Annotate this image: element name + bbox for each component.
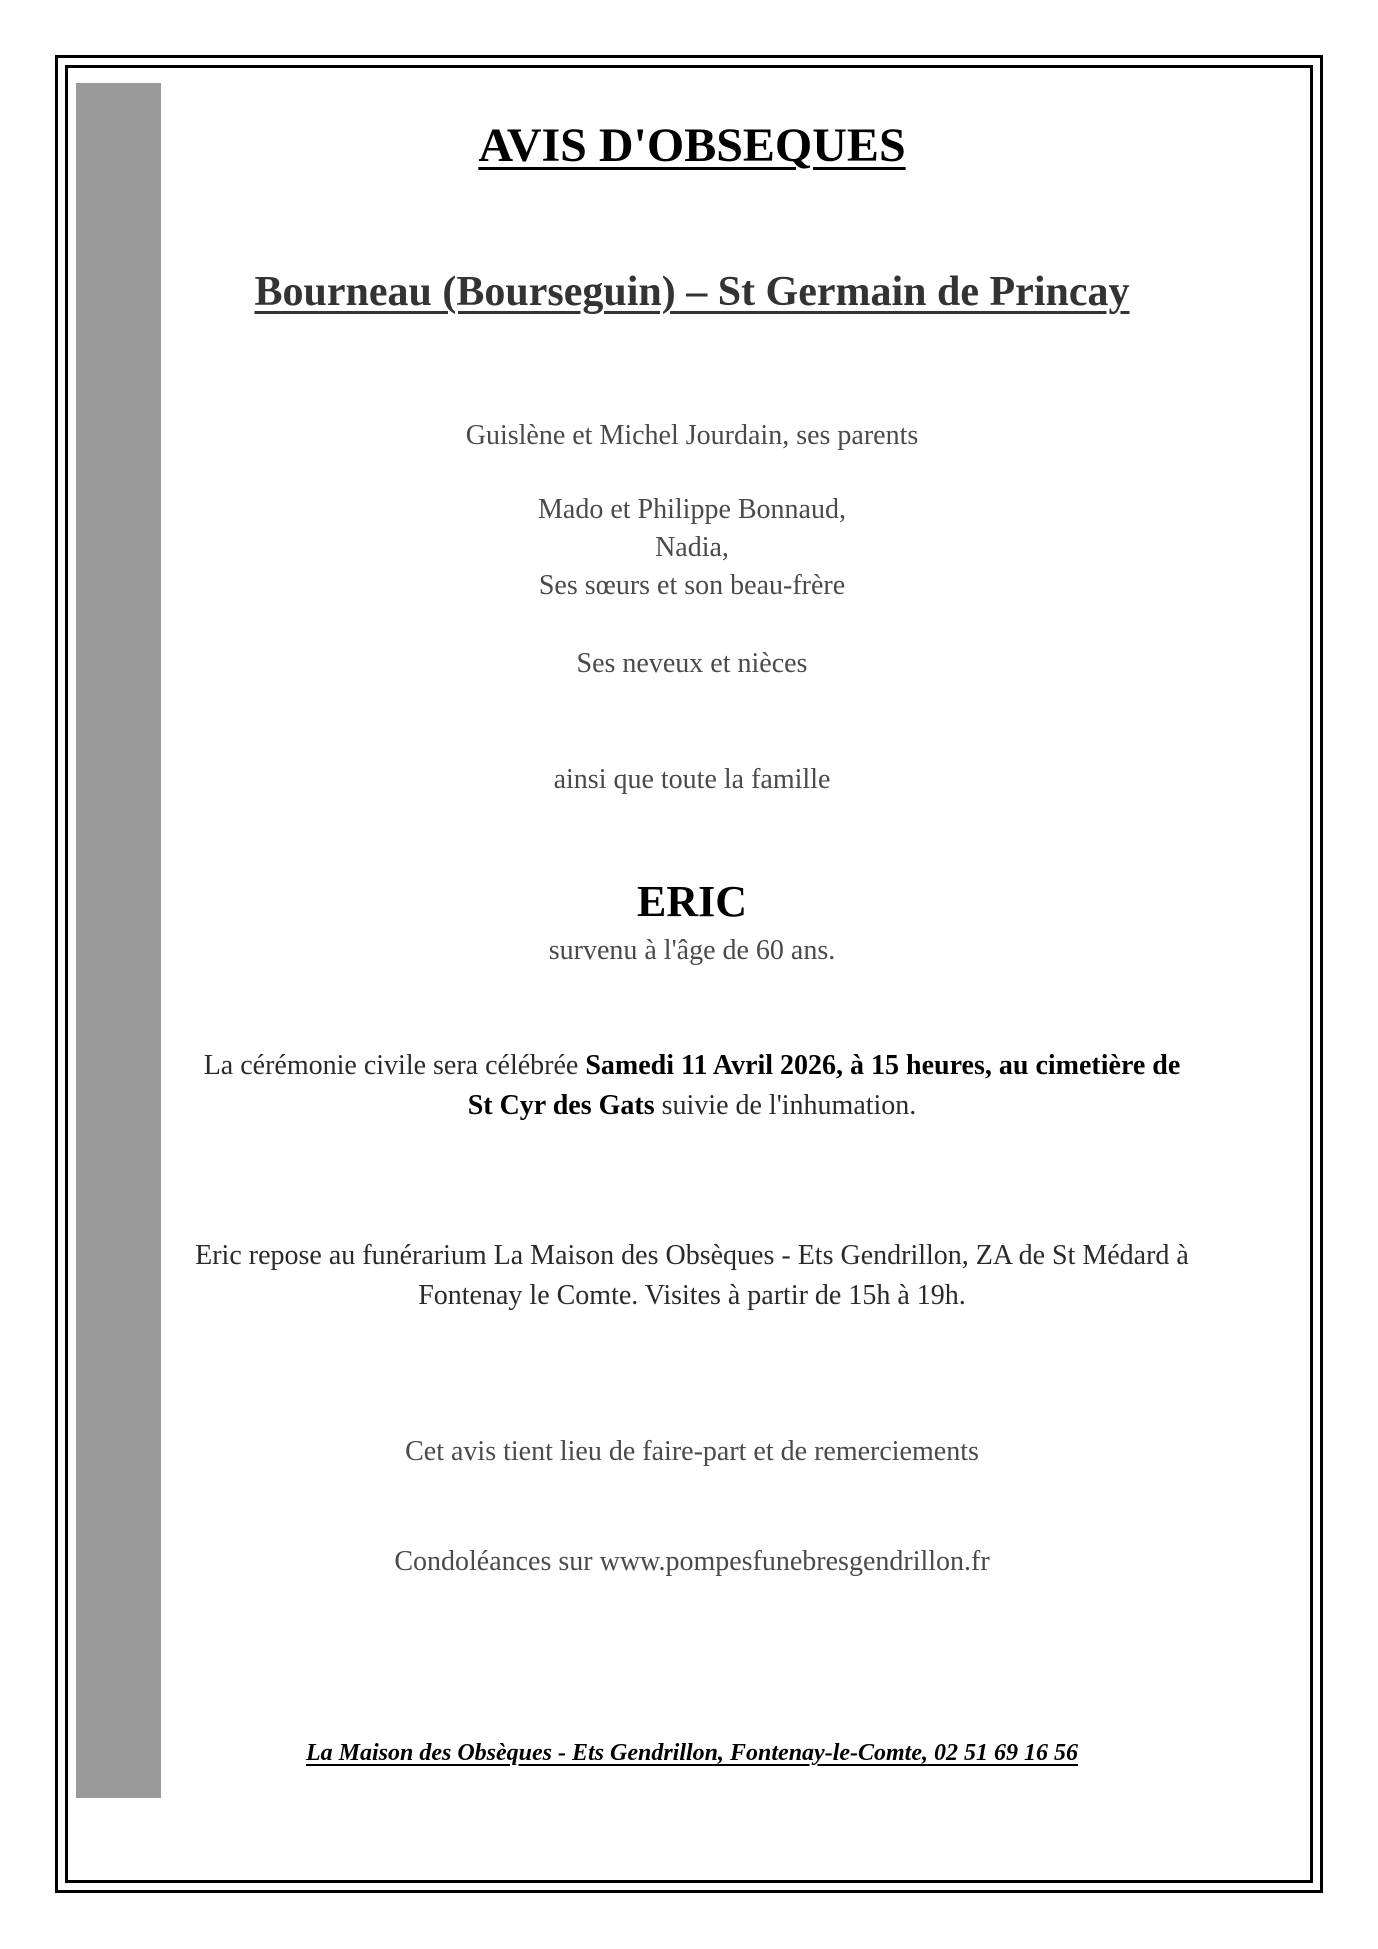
nephews-line: Ses neveux et nièces [576, 648, 808, 679]
parents-line: Guislène et Michel Jourdain, ses parents [465, 420, 919, 451]
sisters-line-1: Mado et Philippe Bonnaud, [538, 494, 846, 525]
ceremony-paragraph [162, 1046, 1222, 1126]
age-line: survenu à l'âge de 60 ans. [548, 935, 836, 966]
whole-family-line: ainsi que toute la famille [553, 764, 831, 795]
rest-paragraph: Eric repose au funérarium La Maison des Obsèques - Ets Gendrillon, ZA de St Médard à Fontenay le Comte. Visites à partir de 15h à 19h. [195, 1240, 1189, 1311]
ceremony-outro: suivie de l'inhumation. [654, 1090, 917, 1121]
notice-line: Cet avis tient lieu de faire-part et de remerciements [405, 1436, 979, 1467]
deceased-name: ERIC [636, 877, 748, 926]
sisters-line-2: Nadia, [655, 532, 729, 563]
notice-content [162, 0, 1222, 1949]
notice-title: AVIS D'OBSEQUES [478, 119, 906, 172]
ceremony-details: Samedi 11 Avril 2026, à 15 heures, au cimetière de St Cyr des Gats [467, 1050, 1181, 1121]
location-heading: Bourneau (Bourseguin) – St Germain de Princay [254, 269, 1130, 315]
footer-contact: La Maison des Obsèques - Ets Gendrillon, Fontenay-le-Comte, 02 51 69 16 56 [305, 1740, 1079, 1766]
ceremony-intro: La cérémonie civile sera célébrée [203, 1050, 586, 1081]
sisters-line-3: Ses sœurs et son beau-frère [538, 570, 846, 601]
condolences-line: Condoléances sur www.pompesfunebresgendrillon.fr [394, 1546, 990, 1577]
side-band [76, 83, 161, 1798]
